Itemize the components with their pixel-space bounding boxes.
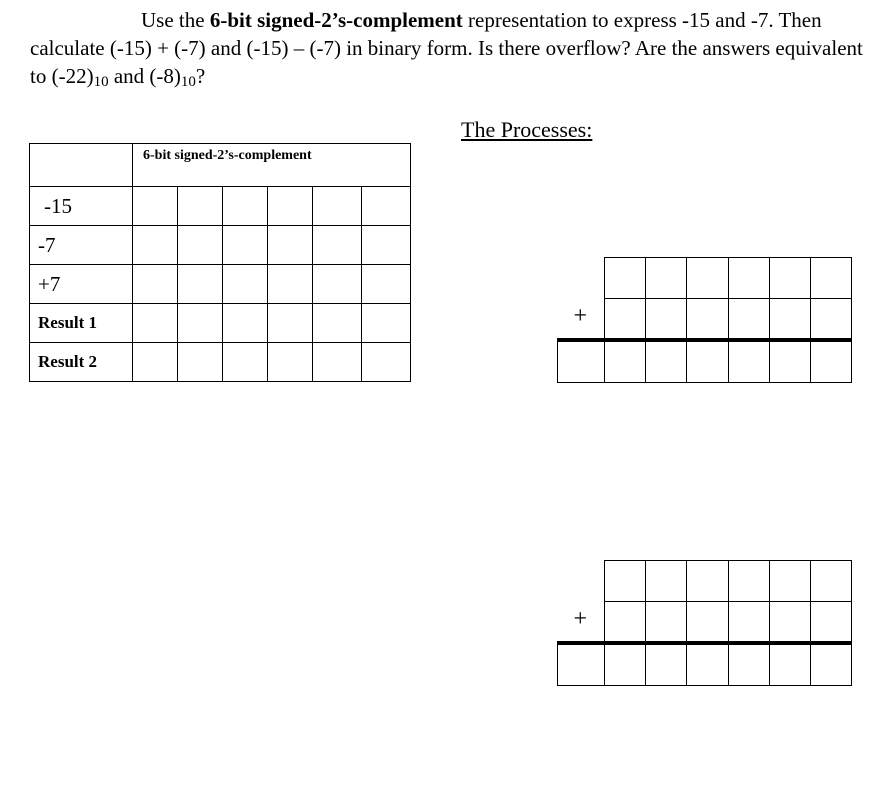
bit-cell[interactable] <box>769 257 811 299</box>
bit-cell[interactable] <box>604 341 646 383</box>
bit-cell[interactable] <box>604 298 646 340</box>
operand-row-2 <box>557 299 852 340</box>
bit-cell[interactable] <box>728 601 770 643</box>
bit-cell[interactable] <box>810 341 852 383</box>
bit-cell[interactable] <box>645 257 687 299</box>
bit-cell[interactable] <box>686 601 728 643</box>
bit-cell[interactable] <box>223 226 268 265</box>
bit-cell[interactable] <box>604 601 646 643</box>
table-corner-cell <box>30 144 133 187</box>
bit-cell[interactable] <box>769 341 811 383</box>
bit-cell[interactable] <box>223 187 268 226</box>
row-label-result2: Result 2 <box>30 343 133 382</box>
table-row <box>30 343 411 382</box>
sum-rule-line <box>557 641 852 645</box>
bit-cell[interactable] <box>178 187 223 226</box>
bit-cell[interactable] <box>810 257 852 299</box>
table-row <box>30 187 411 226</box>
bit-cell[interactable] <box>268 226 313 265</box>
plus-sign: + <box>573 606 587 632</box>
row-label-plus7: +7 <box>30 265 133 304</box>
bit-cell[interactable] <box>313 304 362 343</box>
bit-cell[interactable] <box>362 265 411 304</box>
bit-cell[interactable] <box>223 343 268 382</box>
bit-cell[interactable] <box>178 304 223 343</box>
encoding-table <box>29 143 411 382</box>
row-label-minus15: -15 <box>30 187 133 226</box>
bit-cell[interactable] <box>313 226 362 265</box>
addition-workspace-2 <box>557 561 852 686</box>
bit-cell[interactable] <box>268 343 313 382</box>
table-row <box>30 304 411 343</box>
bit-cell[interactable] <box>133 343 178 382</box>
bit-cell[interactable] <box>686 298 728 340</box>
bit-cell[interactable] <box>362 343 411 382</box>
addition-workspace-1 <box>557 258 852 383</box>
question-subscript-2: 10 <box>180 74 196 90</box>
bit-cell[interactable] <box>362 226 411 265</box>
bit-cell[interactable] <box>645 341 687 383</box>
bit-cell[interactable] <box>728 644 770 686</box>
question-part2: representation to express -15 and -7. Then calculate (-15) + (-7) and (-15) – (-7) in binary form. Is there overflow? Are the answers equivalent to (-22) <box>30 8 863 88</box>
bit-cell[interactable] <box>604 644 646 686</box>
carry-cell[interactable] <box>557 644 605 686</box>
processes-title: The Processes: <box>461 117 593 142</box>
bit-cell[interactable] <box>133 304 178 343</box>
bit-cell[interactable] <box>810 601 852 643</box>
bit-cell[interactable] <box>686 257 728 299</box>
bit-cell[interactable] <box>223 265 268 304</box>
bit-cell[interactable] <box>686 644 728 686</box>
table-row <box>30 265 411 304</box>
bit-cell[interactable] <box>313 187 362 226</box>
table-row <box>30 226 411 265</box>
bit-cell[interactable] <box>769 601 811 643</box>
bit-cell[interactable] <box>133 226 178 265</box>
bit-cell[interactable] <box>362 187 411 226</box>
bit-cell[interactable] <box>728 298 770 340</box>
operand-row-1 <box>557 258 852 299</box>
bit-cell[interactable] <box>178 343 223 382</box>
bit-cell[interactable] <box>268 304 313 343</box>
bit-cell[interactable] <box>728 257 770 299</box>
plus-sign: + <box>573 303 587 329</box>
result-row <box>557 342 852 383</box>
bit-cell[interactable] <box>686 560 728 602</box>
bit-cell[interactable] <box>178 226 223 265</box>
bit-cell[interactable] <box>686 341 728 383</box>
bit-cell[interactable] <box>133 187 178 226</box>
bit-cell[interactable] <box>645 601 687 643</box>
bit-cell[interactable] <box>645 298 687 340</box>
bit-cell[interactable] <box>810 560 852 602</box>
row-label-result1: Result 1 <box>30 304 133 343</box>
bit-cell[interactable] <box>223 304 268 343</box>
bit-cell[interactable] <box>362 304 411 343</box>
bit-cell[interactable] <box>178 265 223 304</box>
bit-cell[interactable] <box>604 257 646 299</box>
carry-cell[interactable] <box>557 341 605 383</box>
question-part4: ? <box>195 64 206 88</box>
bit-cell[interactable] <box>769 560 811 602</box>
operand-row-1 <box>557 561 852 602</box>
bit-cell[interactable] <box>769 644 811 686</box>
bit-cell[interactable] <box>268 265 313 304</box>
bit-cell[interactable] <box>604 560 646 602</box>
bit-cell[interactable] <box>810 644 852 686</box>
row-label-minus7: -7 <box>30 226 133 265</box>
question-part1: Use the <box>141 8 210 32</box>
bit-cell[interactable] <box>313 265 362 304</box>
table-header-row <box>30 144 411 187</box>
sum-rule-line <box>557 338 852 342</box>
bit-cell[interactable] <box>313 343 362 382</box>
question-subscript-1: 10 <box>93 74 109 90</box>
bit-cell[interactable] <box>810 298 852 340</box>
bit-cell[interactable] <box>133 265 178 304</box>
table-header-title: 6-bit signed-2’s-complement <box>133 144 411 187</box>
bit-cell[interactable] <box>769 298 811 340</box>
bit-cell[interactable] <box>728 341 770 383</box>
bit-cell[interactable] <box>268 187 313 226</box>
bit-cell[interactable] <box>728 560 770 602</box>
result-row <box>557 645 852 686</box>
bit-cell[interactable] <box>645 560 687 602</box>
bit-cell[interactable] <box>645 644 687 686</box>
question-text <box>30 6 880 90</box>
question-bold-term: 6-bit signed-2’s-complement <box>209 8 463 32</box>
question-part3: and (-8) <box>108 64 181 88</box>
operand-row-2 <box>557 602 852 643</box>
